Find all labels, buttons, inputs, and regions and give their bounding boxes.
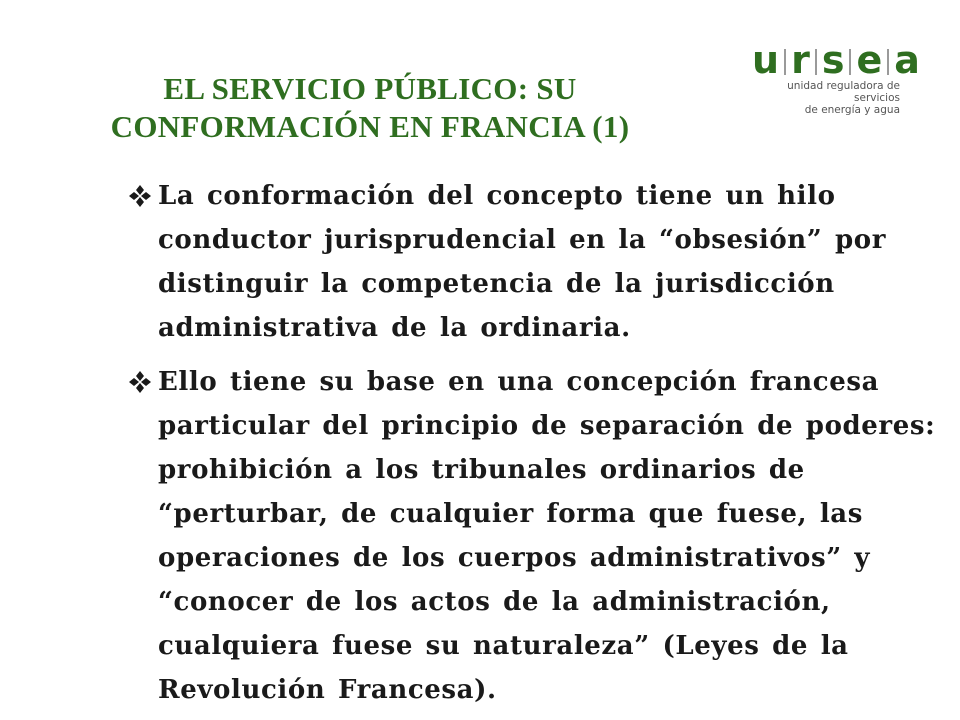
- logo-letter-a: a: [894, 38, 920, 82]
- logo-letter-r: r: [791, 38, 810, 82]
- logo-separator: [887, 49, 889, 75]
- logo-letter-u: u: [752, 38, 780, 82]
- four-diamond-bullet-icon: [128, 370, 152, 394]
- bullet-text: La conformación del concepto tiene un hilo conductor jurisprudencial en la “obsesión” por distinguir la competencia de la jurisdicción administrativa de la ordinaria.: [158, 181, 887, 343]
- bullet-list: [128, 174, 948, 720]
- bullet-item: [128, 174, 948, 350]
- slide-title-line-1: EL SERVICIO PÚBLICO: SU: [163, 71, 577, 106]
- logo-separator: [784, 49, 786, 75]
- logo-letter-e: e: [856, 38, 883, 82]
- logo-letter-s: s: [821, 38, 845, 82]
- ursea-logo: [752, 38, 922, 116]
- slide-title-line-2: CONFORMACIÓN EN FRANCIA (1): [110, 109, 630, 144]
- logo-wordmark: [752, 38, 922, 82]
- bullet-item: [128, 360, 948, 712]
- slide-title: [0, 70, 740, 146]
- logo-separator: [849, 49, 851, 75]
- logo-subtitle-line-1: unidad reguladora de servicios: [787, 80, 900, 104]
- logo-subtitle: [752, 80, 922, 116]
- logo-separator: [815, 49, 817, 75]
- logo-subtitle-line-2: de energía y agua: [804, 104, 900, 116]
- four-diamond-bullet-icon: [128, 184, 152, 208]
- bullet-text: Ello tiene su base en una concepción francesa particular del principio de separación de poderes: prohibición a los tribunales ordinarios de “perturbar, de cualquier forma que fuese, las operaciones de los cuerpos administrativos” y “conocer de los actos de la administración, cualquiera fuese su naturaleza” (Leyes de la Revolución Francesa).: [158, 367, 936, 705]
